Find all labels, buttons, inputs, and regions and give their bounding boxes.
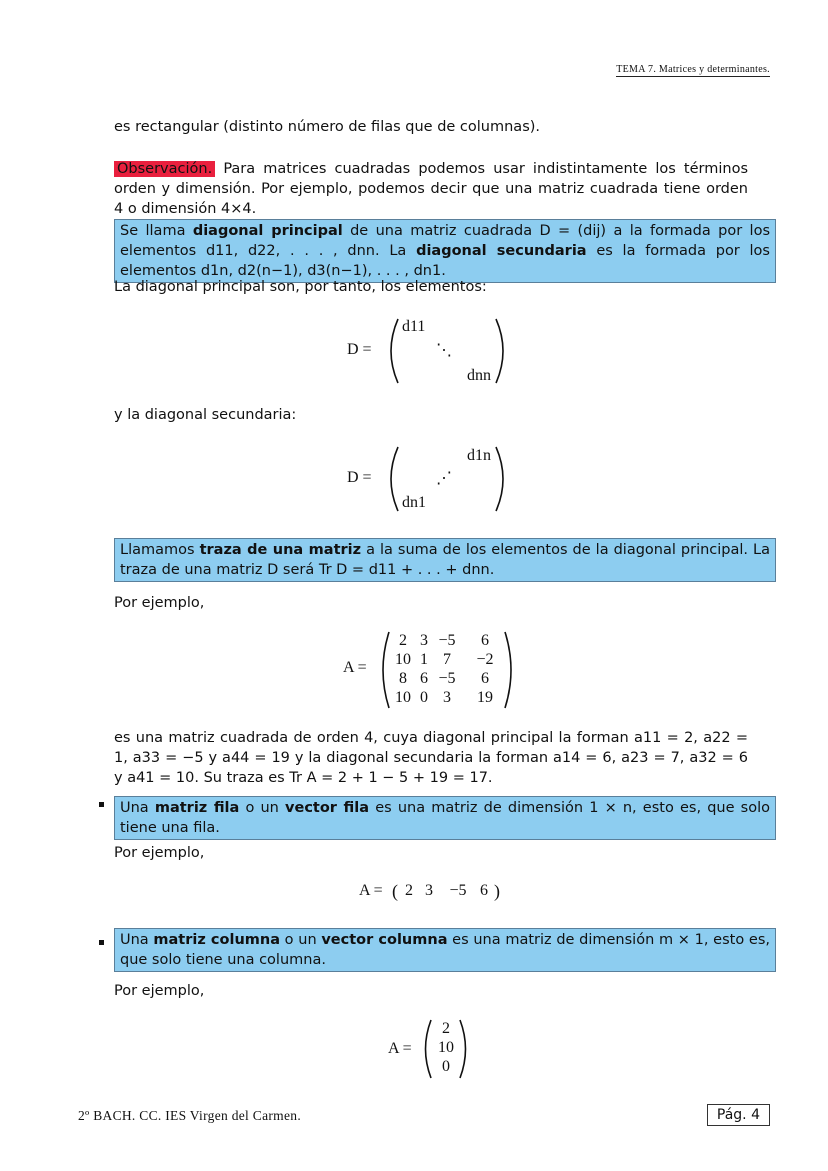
box3-text-1: Una bbox=[120, 800, 155, 816]
matrix-cell: 10 bbox=[395, 689, 411, 706]
matrix-entry-d11: d11 bbox=[402, 318, 426, 335]
paragraph-rectangular: es rectangular (distinto número de filas que de columnas). bbox=[114, 119, 541, 135]
paragraph-secundaria: y la diagonal secundaria: bbox=[114, 407, 297, 423]
observation-paragraph bbox=[114, 159, 748, 219]
paragraph-principal: La diagonal principal son, por tanto, los elementos: bbox=[114, 279, 487, 295]
matrix-cell: 7 bbox=[443, 651, 451, 668]
box1-text-2: de una matriz cuadrada D = (dij) a la formada por los elementos d11, d22, . . . , dnn. La bbox=[120, 223, 771, 259]
bullet-icon bbox=[99, 940, 104, 945]
column-vector-cell: 10 bbox=[438, 1039, 454, 1056]
matrix-cell: 6 bbox=[481, 632, 489, 649]
footer-page-number bbox=[707, 1104, 770, 1126]
box2-text-1: Llamamos bbox=[120, 542, 200, 558]
matrix-ddots: ⋱ bbox=[436, 342, 452, 359]
definition-box-diagonals bbox=[114, 219, 776, 283]
column-vector-cell: 0 bbox=[442, 1058, 450, 1075]
box4-text-1: Una bbox=[120, 932, 154, 948]
row-vector-cell: 3 bbox=[425, 882, 433, 899]
term-vector-columna: vector columna bbox=[321, 932, 448, 948]
matrix-lhs-3: A = bbox=[343, 659, 367, 676]
box2-text-2: a la suma de los elementos de la diagonal principal. La traza de una matriz D será Tr D = d11 + . . . + dnn. bbox=[120, 542, 770, 578]
observation-label: Observación. bbox=[114, 161, 215, 177]
matrix-cell: 10 bbox=[395, 651, 411, 668]
matrix-lhs-2: D = bbox=[347, 469, 372, 486]
page-number-label: Pág. 4 bbox=[716, 1107, 760, 1123]
row-vector-paren-left: ( bbox=[392, 881, 398, 901]
matrix-udots: ⋰ bbox=[436, 470, 452, 487]
row-vector-paren-right: ) bbox=[494, 881, 500, 901]
matrix-cell: −5 bbox=[438, 670, 456, 687]
term-matriz-fila: matriz fila bbox=[154, 800, 240, 816]
matrix-cell: −2 bbox=[476, 651, 494, 668]
matrix-cell: 1 bbox=[420, 651, 428, 668]
matrix-entry-d1n: d1n bbox=[467, 447, 491, 464]
bullet-icon bbox=[99, 802, 104, 807]
matrix-cell: 0 bbox=[420, 689, 428, 706]
matrix-cell: −5 bbox=[438, 632, 456, 649]
row-vector-cell: −5 bbox=[449, 882, 467, 899]
box3-text-2: o un bbox=[239, 800, 286, 816]
paragraph-ejemplo-1: Por ejemplo, bbox=[114, 595, 205, 611]
paragraph-ejemplo-2: Por ejemplo, bbox=[114, 845, 205, 861]
matrix-cell: 3 bbox=[443, 689, 451, 706]
box3-text-3: es una matriz de dimensión 1 × n, esto es, que solo tiene una fila. bbox=[120, 800, 770, 836]
matrix-entry-dnn: dnn bbox=[467, 367, 491, 384]
matrix-cell: 6 bbox=[420, 670, 428, 687]
definition-box-fila bbox=[114, 796, 776, 840]
term-diagonal-principal: diagonal principal bbox=[192, 223, 343, 239]
observation-text: Para matrices cuadradas podemos usar indistintamente los términos orden y dimensión. Por ejemplo, podemos decir que una matriz cuadrada tiene orden 4 o dimensión 4×4. bbox=[114, 161, 748, 217]
term-matriz-columna: matriz columna bbox=[153, 932, 280, 948]
term-vector-fila: vector fila bbox=[285, 800, 370, 816]
paragraph-ejemplo-3: Por ejemplo, bbox=[114, 983, 205, 999]
column-vector-cell: 2 bbox=[442, 1020, 450, 1037]
box1-text-3: es la formada por los elementos d1n, d2(n−1), d3(n−1), . . . , dn1. bbox=[120, 243, 770, 279]
term-diagonal-secundaria: diagonal secundaria bbox=[416, 243, 587, 259]
footer-school: 2º BACH. CC. IES Virgen del Carmen. bbox=[78, 1108, 301, 1123]
matrix-lhs-4: A = bbox=[359, 882, 383, 899]
row-vector-cell: 2 bbox=[405, 882, 413, 899]
matrix-cell: 2 bbox=[399, 632, 407, 649]
matrix-entry-dn1: dn1 bbox=[402, 494, 426, 511]
matrix-cell: 6 bbox=[481, 670, 489, 687]
matrix-cell: 3 bbox=[420, 632, 428, 649]
box4-text-2: o un bbox=[279, 932, 322, 948]
paragraph-ejemplo-explicacion: es una matriz cuadrada de orden 4, cuya diagonal principal la forman a11 = 2, a22 = 1, a33 = −5 y a44 = 19 y la diagonal secundaria la forman a14 = 6, a23 = 7, a32 = 6 y a41 = 10. Su traza es Tr A = 2 + 1 − 5 + 19 = 17. bbox=[114, 730, 748, 786]
box4-text-3: es una matriz de dimensión m × 1, esto es, que solo tiene una columna. bbox=[120, 932, 770, 968]
matrix-lhs-1: D = bbox=[347, 341, 372, 358]
box1-text-1: Se llama bbox=[120, 223, 193, 239]
matrix-cell: 19 bbox=[477, 689, 493, 706]
definition-box-columna bbox=[114, 928, 776, 972]
definition-box-traza bbox=[114, 538, 776, 582]
page-header: TEMA 7. Matrices y determinantes. bbox=[616, 64, 770, 75]
term-traza: traza de una matriz bbox=[199, 542, 362, 558]
matrix-lhs-5: A = bbox=[388, 1040, 412, 1057]
row-vector-cell: 6 bbox=[480, 882, 488, 899]
matrix-cell: 8 bbox=[399, 670, 407, 687]
